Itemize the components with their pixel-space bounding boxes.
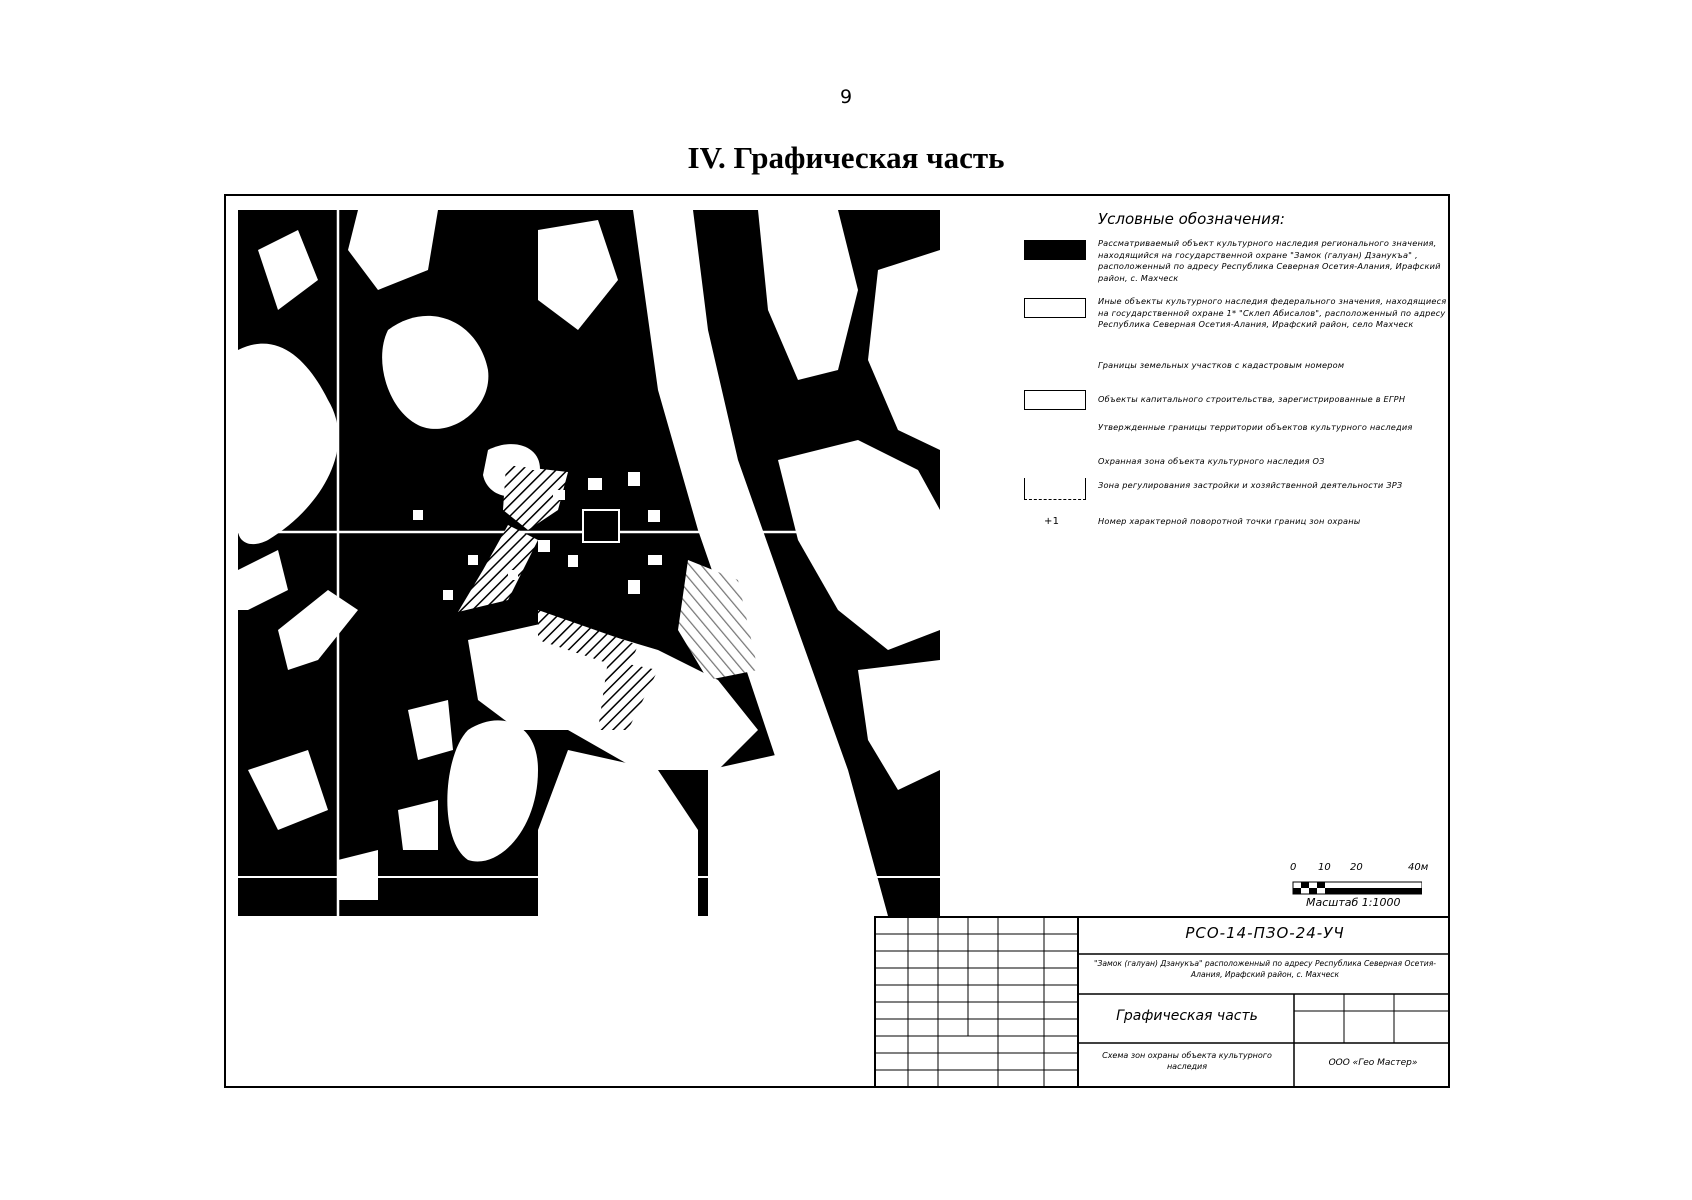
legend-item-territory-borders: Утвержденные границы территории объектов культурного наследия <box>1098 422 1413 432</box>
legend-item-regional-object: Рассматриваемый объект культурного наследия регионального значения, находящийся на государственной охране "Замок (галуан) Дзанукъа" , расположенный по адресу Республика Северная Осетия-Алания, Ирафский район, с. Махческ <box>1098 238 1441 283</box>
legend-item-federal-objects: Иные объекты культурного наследия федерального значения, находящиеся на государственной охране 1* "Склеп Абисалов", расположенный по адресу Республика Северная Осетия-Алания, Ирафский район, село Махческ <box>1098 296 1447 329</box>
legend-item-point-number: Номер характерной поворотной точки границ зон охраны <box>1098 516 1361 526</box>
legend-item-land-plots: Границы земельных участков с кадастровым номером <box>1098 360 1345 370</box>
legend-title: Условные обозначения: <box>1098 210 1285 228</box>
page-number: 9 <box>839 86 853 108</box>
scale-tick-20: 20 <box>1350 862 1363 873</box>
legend-symbol-point: +1 <box>1044 516 1060 527</box>
legend-swatch-regional-object <box>1024 240 1086 260</box>
object-description: "Замок (галуан) Дзанукъа" расположенный по адресу Республика Северная Осетия-Алания, Ирафский район, с. Махческ <box>1093 959 1437 979</box>
section-title: Графическая часть <box>1116 1008 1258 1024</box>
scale-tick-40: 40м <box>1408 862 1429 873</box>
document-code: РСО-14-ПЗО-24-УЧ <box>1185 924 1345 942</box>
satellite-map <box>238 210 940 916</box>
organization-name: ООО «Гео Мастер» <box>1328 1058 1418 1068</box>
page-title: IV. Графическая часть <box>687 140 1005 175</box>
scale-label: Масштаб 1:1000 <box>1306 896 1401 909</box>
legend-swatch-capital-buildings <box>1024 390 1086 410</box>
scale-tick-0: 0 <box>1290 862 1297 873</box>
legend-item-protection-zone: Охранная зона объекта культурного наследия ОЗ <box>1098 456 1325 466</box>
map-image <box>238 210 940 916</box>
legend-item-regulation-zone: Зона регулирования застройки и хозяйственной деятельности ЗРЗ <box>1098 480 1403 490</box>
legend-item-capital-buildings: Объекты капитального строительства, зарегистрированные в ЕГРН <box>1098 394 1406 404</box>
legend-swatch-federal-objects <box>1024 298 1086 318</box>
legend-swatch-regulation-zone <box>1024 478 1086 500</box>
drawing-name: Схема зон охраны объекта культурного наследия <box>1102 1051 1272 1071</box>
scale-tick-10: 10 <box>1318 862 1331 873</box>
